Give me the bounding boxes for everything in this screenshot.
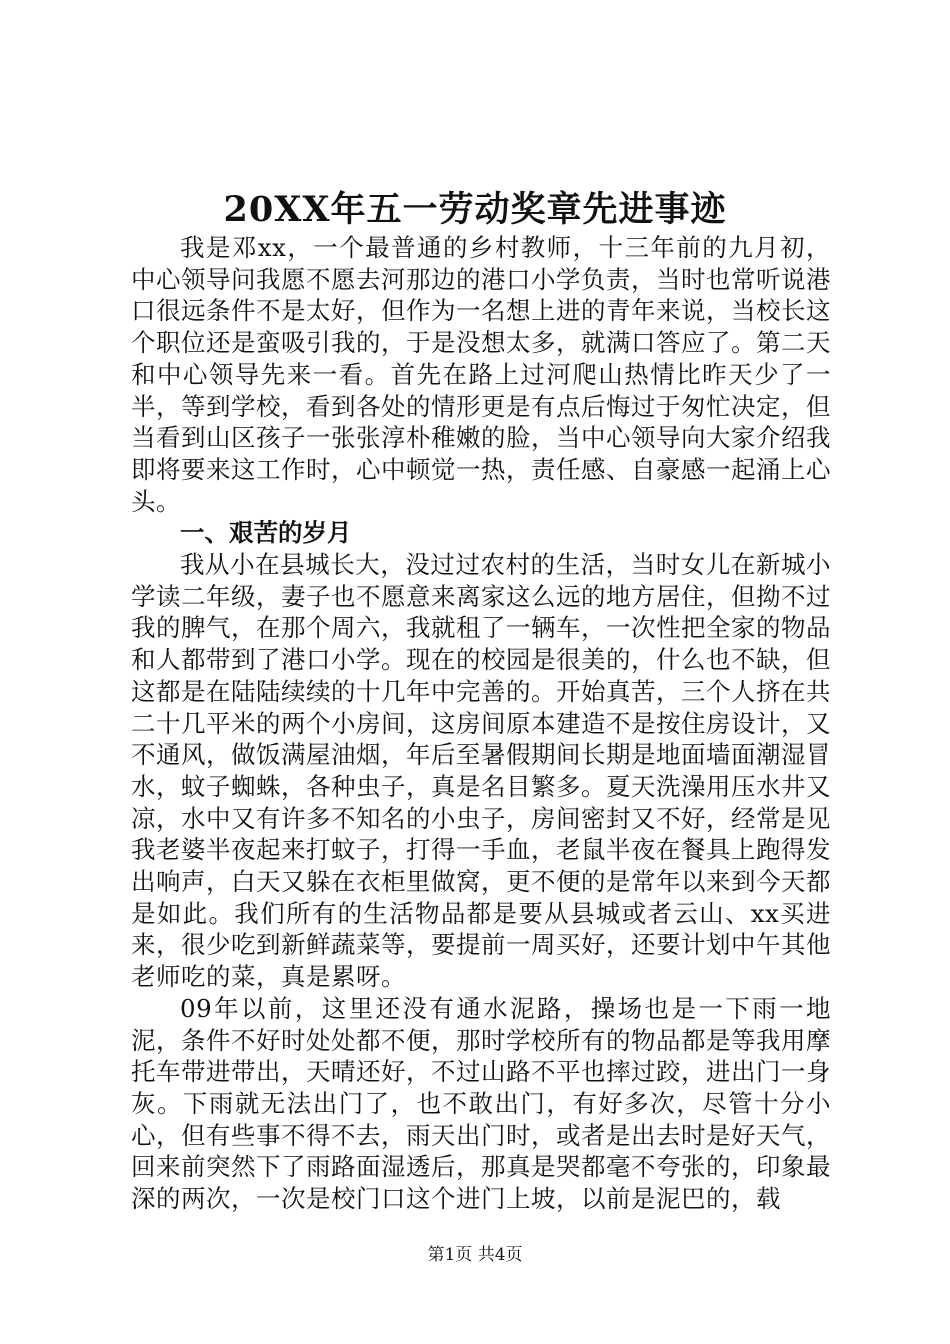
document-title: 20XX年五一劳动奖章先进事迹 xyxy=(223,189,727,230)
section-heading: 一、艰苦的岁月 xyxy=(180,518,352,548)
document-body xyxy=(131,232,831,1215)
paragraph-hardship: 我从小在县城长大，没过过农村的生活，当时女儿在新城小学读二年级，妻子也不愿意来离家这么远的地方居住，但拗不过我的脾气，在那个周六，我就租了一辆车，一次性把全家的物品和人都带到了港口小学。现在的校园是很美的，什么也不缺，但这都是在陆陆续续的十几年中完善的。开始真苦，三个人挤在共二十几平米的两个小房间，这房间原本建造不是按住房设计，又不通风，做饭满屋油烟，年后至暑假期间长期是地面墙面潮湿冒水，蚊子蜘蛛，各种虫子，真是名目繁多。夏天洗澡用压水井又凉，水中又有许多不知名的小虫子，房间密封又不好，经常是见我老婆半夜起来打蚊子，打得一手血，老鼠半夜在餐具上跑得发出响声，白天又躲在衣柜里做窝，更不便的是常年以来到今天都是如此。我们所有的生活物品都是要从县城或者云山、xx买进来，很少吃到新鲜蔬菜等，要提前一周买好，还要计划中午其他老师吃的菜，真是累呀。 xyxy=(131,550,831,992)
paragraph-road: 09年以前，这里还没有通水泥路，操场也是一下雨一地泥，条件不好时处处都不便，那时学校所有的物品都是等我用摩托车带进带出，天晴还好，不过山路不平也摔过跤，进出门一身灰。下雨就无法出门了，也不敢出门，有好多次，尽管十分小心，但有些事不得不去，雨天出门时，或者是出去时是好天气，回来前突然下了雨路面湿透后，那真是哭都毫不夸张的，印象最深的两次，一次是校门口这个进门上坡，以前是泥巴的，载 xyxy=(131,993,831,1214)
page-footer: 第1页 共4页 xyxy=(427,1245,523,1265)
paragraph-intro: 我是邓xx，一个最普通的乡村教师，十三年前的九月初，中心领导问我愿不愿去河那边的港口小学负责，当时也常听说港口很远条件不是太好，但作为一名想上进的青年来说，当校长这个职位还是蛮吸引我的，于是没想太多，就满口答应了。第二天和中心领导先来一看。首先在路上过河爬山热情比昨天少了一半，等到学校，看到各处的情形更是有点后悔过于匆忙决定，但当看到山区孩子一张张淳朴稚嫩的脸，当中心领导向大家介绍我即将要来这工作时，心中顿觉一热，责任感、自豪感一起涌上心头。 xyxy=(131,233,831,516)
